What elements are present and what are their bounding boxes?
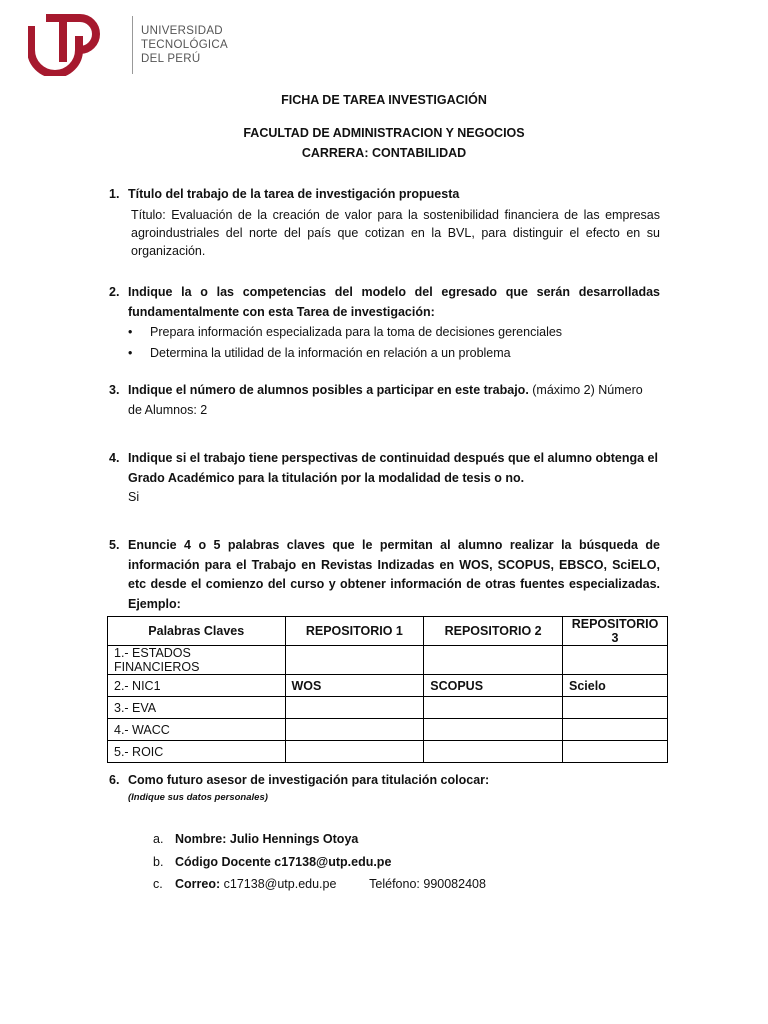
table-row — [108, 697, 668, 719]
table-cell — [563, 719, 668, 741]
section-3 — [109, 381, 660, 420]
section-4-answer: Si — [128, 490, 140, 504]
item-letter: a. — [153, 832, 164, 846]
table-cell — [563, 741, 668, 763]
table-cell: 1.- ESTADOS FINANCIEROS — [108, 646, 286, 675]
table-cell — [285, 646, 424, 675]
competency-list — [128, 322, 660, 364]
table-row — [108, 675, 668, 697]
table-cell: Scielo — [563, 675, 668, 697]
bullet-icon: • — [128, 346, 133, 360]
career-title: CARRERA: CONTABILIDAD — [301, 146, 467, 160]
table-header-cell: REPOSITORIO 1 — [285, 617, 424, 646]
table-header-row — [108, 617, 668, 646]
table-header-cell: REPOSITORIO 3 — [563, 617, 668, 646]
section-5 — [109, 536, 660, 614]
section-4-number: 4. — [109, 451, 120, 465]
table-header-cell: REPOSITORIO 2 — [424, 617, 563, 646]
section-1-answer: Título: Evaluación de la creación de valor para la sostenibilidad financiera de las empresas agroindustriales del norte del país que cotizan en la BVL, para distinguir el efecto en su organización. — [131, 207, 660, 258]
email-label: Correo: — [175, 877, 221, 891]
keywords-table — [107, 616, 668, 763]
section-1 — [109, 185, 660, 260]
table-cell — [424, 741, 563, 763]
table-cell — [424, 719, 563, 741]
item-letter: b. — [153, 855, 164, 869]
table-cell: WOS — [285, 675, 424, 697]
section-6-question: Como futuro asesor de investigación para titulación colocar: — [128, 773, 490, 787]
table-cell — [285, 697, 424, 719]
table-cell — [563, 697, 668, 719]
section-2-number: 2. — [109, 285, 120, 299]
advisor-code — [153, 855, 392, 869]
section-1-question: Título del trabajo de la tarea de investigación propuesta — [128, 187, 460, 201]
table-cell — [285, 719, 424, 741]
logo-line-2: TECNOLÓGICA — [141, 39, 229, 51]
logo-text — [141, 24, 228, 66]
table-cell: 4.- WACC — [108, 719, 286, 741]
advisor-name-text: Nombre: Julio Hennings Otoya — [175, 832, 359, 846]
advisor-phone: Teléfono: 990082408 — [369, 877, 486, 891]
section-2 — [109, 283, 660, 364]
section-6 — [109, 771, 660, 805]
section-4 — [109, 449, 660, 508]
advisor-email[interactable]: c17138@utp.edu.pe — [223, 877, 337, 891]
logo-line-1: UNIVERSIDAD — [141, 25, 223, 37]
faculty-title: FACULTAD DE ADMINISTRACION Y NEGOCIOS — [243, 126, 525, 140]
section-6-note: (Indique sus datos personales) — [128, 791, 268, 803]
table-cell — [563, 646, 668, 675]
advisor-name — [153, 832, 359, 846]
table-cell: SCOPUS — [424, 675, 563, 697]
utp-logo — [28, 14, 229, 76]
section-3-question: Indique el número de alumnos posibles a participar en este trabajo. — [128, 383, 529, 397]
list-item — [128, 322, 660, 343]
section-1-number: 1. — [109, 187, 120, 201]
table-cell — [424, 697, 563, 719]
table-header-cell: Palabras Claves — [108, 617, 286, 646]
section-2-question: Indique la o las competencias del modelo del egresado que serán desarrolladas fundamentalmente con esta Tarea de investigación: — [128, 285, 660, 319]
section-5-number: 5. — [109, 538, 120, 552]
utp-logo-mark-icon — [28, 14, 100, 76]
advisor-code-text: Código Docente c17138@utp.edu.pe — [175, 855, 392, 869]
table-cell: 5.- ROIC — [108, 741, 286, 763]
table-row — [108, 741, 668, 763]
section-6-number: 6. — [109, 773, 120, 787]
table-cell — [424, 646, 563, 675]
logo-line-3: DEL PERÚ — [141, 53, 201, 65]
table-row — [108, 646, 668, 675]
competency-text: Prepara información especializada para la toma de decisiones gerenciales — [150, 325, 563, 339]
section-3-answer: (máximo 2) Número de Alumnos: 2 — [128, 383, 643, 417]
section-5-question: Enuncie 4 o 5 palabras claves que le permitan al alumno realizar la búsqueda de información para el Trabajo en Revistas Indizadas en WOS, SCOPUS, EBSCO, SciELO, etc desde el comienzo del curso y obtener información de otras fuentes especializadas. Ejemplo: — [128, 538, 660, 611]
section-3-text — [128, 381, 660, 420]
table-cell: 3.- EVA — [108, 697, 286, 719]
item-letter: c. — [153, 877, 163, 891]
list-item — [128, 343, 660, 364]
logo-divider — [132, 16, 133, 74]
table-row — [108, 719, 668, 741]
bullet-icon: • — [128, 325, 133, 339]
table-cell — [285, 741, 424, 763]
section-3-number: 3. — [109, 383, 120, 397]
advisor-contact — [153, 877, 486, 891]
doc-title: FICHA DE TAREA INVESTIGACIÓN — [281, 93, 487, 107]
competency-text: Determina la utilidad de la información en relación a un problema — [150, 346, 511, 360]
table-cell: 2.- NIC1 — [108, 675, 286, 697]
section-4-question: Indique si el trabajo tiene perspectivas de continuidad después que el alumno obtenga el Grado Académico para la titulación por la modalidad de tesis o no. — [128, 451, 658, 485]
